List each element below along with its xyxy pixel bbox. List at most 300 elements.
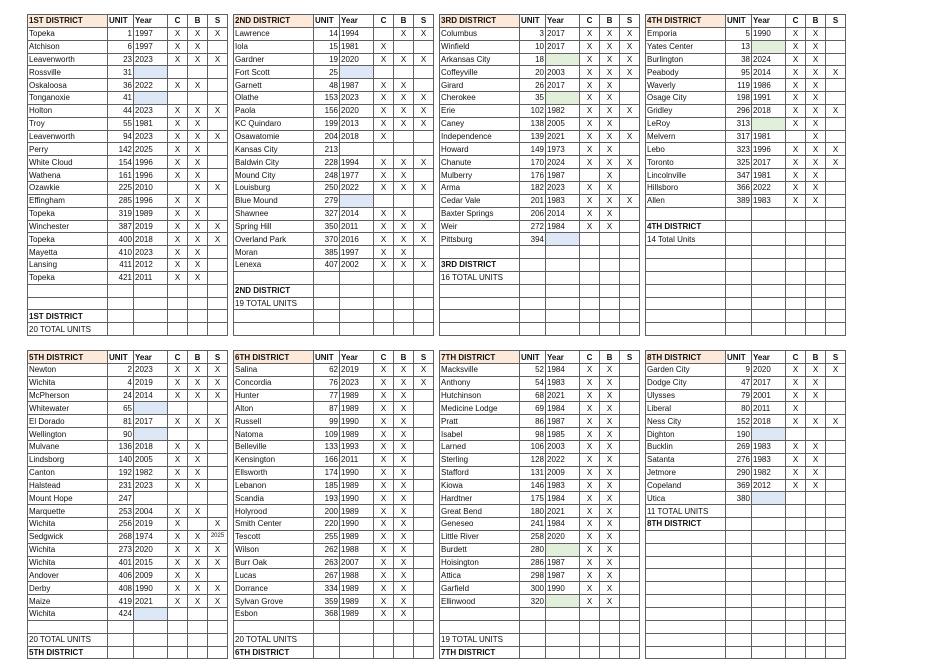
- unit-number-cell[interactable]: 76: [314, 376, 340, 389]
- year-cell[interactable]: 1987: [546, 169, 580, 182]
- s-check-cell[interactable]: [826, 233, 846, 246]
- c-check-cell[interactable]: [786, 284, 806, 297]
- year-cell[interactable]: 2018: [340, 130, 374, 143]
- b-check-cell[interactable]: X: [600, 220, 620, 233]
- s-check-cell[interactable]: [826, 389, 846, 402]
- unit-number-cell[interactable]: [726, 297, 752, 310]
- unit-number-cell[interactable]: 268: [108, 530, 134, 543]
- s-check-cell[interactable]: [414, 556, 434, 569]
- unit-name-cell[interactable]: Caney: [440, 117, 520, 130]
- b-check-cell[interactable]: [806, 402, 826, 415]
- s-check-cell[interactable]: [620, 428, 640, 441]
- s-check-cell[interactable]: [414, 284, 434, 297]
- unit-name-cell[interactable]: [646, 543, 726, 556]
- year-cell[interactable]: 2014: [340, 207, 374, 220]
- s-check-cell[interactable]: [620, 323, 640, 336]
- unit-number-cell[interactable]: 182: [520, 181, 546, 194]
- b-check-cell[interactable]: X: [188, 130, 208, 143]
- unit-name-cell[interactable]: [440, 620, 520, 633]
- unit-name-cell[interactable]: [646, 323, 726, 336]
- b-check-cell[interactable]: [806, 297, 826, 310]
- s-check-cell[interactable]: [620, 297, 640, 310]
- s-check-cell[interactable]: [620, 646, 640, 659]
- year-cell[interactable]: 2017: [752, 376, 786, 389]
- c-check-cell[interactable]: X: [168, 556, 188, 569]
- b-check-cell[interactable]: X: [600, 415, 620, 428]
- unit-number-cell[interactable]: 286: [520, 556, 546, 569]
- unit-number-cell[interactable]: 366: [726, 181, 752, 194]
- unit-number-cell[interactable]: [520, 297, 546, 310]
- unit-name-cell[interactable]: [440, 310, 520, 323]
- c-check-cell[interactable]: [580, 284, 600, 297]
- c-check-cell[interactable]: X: [786, 441, 806, 454]
- c-check-cell[interactable]: X: [168, 505, 188, 518]
- s-check-cell[interactable]: X: [208, 130, 228, 143]
- s-check-cell[interactable]: [826, 323, 846, 336]
- s-check-cell[interactable]: [826, 428, 846, 441]
- c-check-cell[interactable]: X: [374, 530, 394, 543]
- s-check-cell[interactable]: [208, 505, 228, 518]
- unit-number-cell[interactable]: 421: [108, 271, 134, 284]
- year-cell[interactable]: 2011: [752, 402, 786, 415]
- c-check-cell[interactable]: X: [168, 415, 188, 428]
- s-check-cell[interactable]: [208, 259, 228, 272]
- year-cell[interactable]: 1983: [546, 194, 580, 207]
- c-check-cell[interactable]: X: [168, 530, 188, 543]
- unit-number-cell[interactable]: 65: [108, 402, 134, 415]
- unit-name-cell[interactable]: Topeka: [28, 271, 108, 284]
- column-header[interactable]: B: [394, 15, 414, 28]
- unit-name-cell[interactable]: Louisburg: [234, 181, 314, 194]
- unit-number-cell[interactable]: 153: [314, 92, 340, 105]
- b-check-cell[interactable]: [600, 620, 620, 633]
- s-check-cell[interactable]: [826, 556, 846, 569]
- year-cell[interactable]: [752, 607, 786, 620]
- b-check-cell[interactable]: [806, 233, 826, 246]
- b-check-cell[interactable]: X: [806, 92, 826, 105]
- unit-number-cell[interactable]: [520, 607, 546, 620]
- c-check-cell[interactable]: X: [580, 156, 600, 169]
- s-check-cell[interactable]: [620, 479, 640, 492]
- year-cell[interactable]: [752, 582, 786, 595]
- c-check-cell[interactable]: X: [374, 53, 394, 66]
- s-check-cell[interactable]: X: [414, 233, 434, 246]
- b-check-cell[interactable]: [600, 310, 620, 323]
- year-cell[interactable]: [752, 220, 786, 233]
- unit-number-cell[interactable]: 198: [726, 92, 752, 105]
- column-header[interactable]: UNIT: [108, 351, 134, 364]
- unit-number-cell[interactable]: [108, 310, 134, 323]
- unit-name-cell[interactable]: [646, 284, 726, 297]
- b-check-cell[interactable]: X: [806, 130, 826, 143]
- unit-name-cell[interactable]: Macksville: [440, 363, 520, 376]
- year-cell[interactable]: 2024: [752, 53, 786, 66]
- b-check-cell[interactable]: X: [394, 479, 414, 492]
- b-check-cell[interactable]: X: [394, 556, 414, 569]
- unit-name-cell[interactable]: Liberal: [646, 402, 726, 415]
- year-cell[interactable]: [134, 323, 168, 336]
- c-check-cell[interactable]: X: [168, 363, 188, 376]
- unit-name-cell[interactable]: [646, 620, 726, 633]
- b-check-cell[interactable]: [600, 259, 620, 272]
- year-cell[interactable]: 1985: [546, 428, 580, 441]
- b-check-cell[interactable]: X: [806, 415, 826, 428]
- unit-name-cell[interactable]: Arma: [440, 181, 520, 194]
- c-check-cell[interactable]: [580, 246, 600, 259]
- c-check-cell[interactable]: [168, 92, 188, 105]
- year-cell[interactable]: [340, 646, 374, 659]
- year-cell[interactable]: 1989: [340, 479, 374, 492]
- unit-number-cell[interactable]: 10: [520, 40, 546, 53]
- unit-number-cell[interactable]: [314, 620, 340, 633]
- c-check-cell[interactable]: X: [580, 79, 600, 92]
- district-header[interactable]: 8TH DISTRICT: [646, 351, 726, 364]
- s-check-cell[interactable]: [620, 310, 640, 323]
- year-cell[interactable]: 1987: [546, 556, 580, 569]
- b-check-cell[interactable]: [806, 633, 826, 646]
- s-check-cell[interactable]: [414, 543, 434, 556]
- c-check-cell[interactable]: X: [786, 117, 806, 130]
- unit-number-cell[interactable]: 95: [726, 66, 752, 79]
- column-header[interactable]: B: [188, 351, 208, 364]
- unit-number-cell[interactable]: 138: [520, 117, 546, 130]
- year-cell[interactable]: 2011: [134, 271, 168, 284]
- unit-number-cell[interactable]: 185: [314, 479, 340, 492]
- unit-number-cell[interactable]: [520, 259, 546, 272]
- year-cell[interactable]: [546, 646, 580, 659]
- b-check-cell[interactable]: X: [600, 194, 620, 207]
- unit-name-cell[interactable]: Little River: [440, 530, 520, 543]
- unit-name-cell[interactable]: Winchester: [28, 220, 108, 233]
- s-check-cell[interactable]: [414, 297, 434, 310]
- unit-number-cell[interactable]: 136: [108, 441, 134, 454]
- year-cell[interactable]: 2023: [134, 130, 168, 143]
- s-check-cell[interactable]: X: [414, 181, 434, 194]
- year-cell[interactable]: [752, 646, 786, 659]
- c-check-cell[interactable]: X: [580, 27, 600, 40]
- unit-name-cell[interactable]: [646, 271, 726, 284]
- district-header[interactable]: 2ND DISTRICT: [234, 15, 314, 28]
- year-cell[interactable]: 2019: [340, 363, 374, 376]
- c-check-cell[interactable]: X: [168, 194, 188, 207]
- c-check-cell[interactable]: X: [168, 40, 188, 53]
- year-cell[interactable]: [752, 518, 786, 531]
- b-check-cell[interactable]: X: [600, 181, 620, 194]
- unit-name-cell[interactable]: Coffeyville: [440, 66, 520, 79]
- b-check-cell[interactable]: X: [188, 207, 208, 220]
- column-header[interactable]: C: [374, 15, 394, 28]
- b-check-cell[interactable]: X: [806, 466, 826, 479]
- s-check-cell[interactable]: X: [208, 415, 228, 428]
- c-check-cell[interactable]: [374, 66, 394, 79]
- unit-number-cell[interactable]: 62: [314, 363, 340, 376]
- s-check-cell[interactable]: X: [620, 194, 640, 207]
- unit-number-cell[interactable]: 99: [314, 415, 340, 428]
- s-check-cell[interactable]: [208, 79, 228, 92]
- c-check-cell[interactable]: X: [580, 194, 600, 207]
- c-check-cell[interactable]: [374, 27, 394, 40]
- unit-number-cell[interactable]: 200: [314, 505, 340, 518]
- unit-name-cell[interactable]: Peabody: [646, 66, 726, 79]
- unit-name-cell[interactable]: Copeland: [646, 479, 726, 492]
- year-cell[interactable]: 2023: [134, 246, 168, 259]
- b-check-cell[interactable]: [806, 556, 826, 569]
- unit-name-cell[interactable]: Arkansas City: [440, 53, 520, 66]
- unit-name-cell[interactable]: Geneseo: [440, 518, 520, 531]
- column-header[interactable]: UNIT: [726, 351, 752, 364]
- b-check-cell[interactable]: [806, 220, 826, 233]
- year-cell[interactable]: 1993: [340, 441, 374, 454]
- year-cell[interactable]: [546, 633, 580, 646]
- c-check-cell[interactable]: [580, 310, 600, 323]
- b-check-cell[interactable]: X: [600, 169, 620, 182]
- year-cell[interactable]: [546, 92, 580, 105]
- unit-number-cell[interactable]: [520, 246, 546, 259]
- district-header[interactable]: 1ST DISTRICT: [28, 15, 108, 28]
- unit-number-cell[interactable]: [108, 323, 134, 336]
- year-cell[interactable]: 1989: [340, 505, 374, 518]
- year-cell[interactable]: [340, 297, 374, 310]
- unit-number-cell[interactable]: 201: [520, 194, 546, 207]
- b-check-cell[interactable]: X: [806, 27, 826, 40]
- c-check-cell[interactable]: X: [580, 518, 600, 531]
- unit-name-cell[interactable]: Chanute: [440, 156, 520, 169]
- s-check-cell[interactable]: [826, 441, 846, 454]
- b-check-cell[interactable]: X: [600, 92, 620, 105]
- unit-name-cell[interactable]: Tonganoxie: [28, 92, 108, 105]
- unit-name-cell[interactable]: 11 TOTAL UNITS: [646, 505, 726, 518]
- unit-number-cell[interactable]: [108, 297, 134, 310]
- year-cell[interactable]: [546, 246, 580, 259]
- unit-name-cell[interactable]: Pratt: [440, 415, 520, 428]
- unit-number-cell[interactable]: 334: [314, 582, 340, 595]
- unit-number-cell[interactable]: 170: [520, 156, 546, 169]
- b-check-cell[interactable]: X: [188, 415, 208, 428]
- c-check-cell[interactable]: [168, 620, 188, 633]
- unit-name-cell[interactable]: Garfield: [440, 582, 520, 595]
- unit-name-cell[interactable]: Blue Mound: [234, 194, 314, 207]
- c-check-cell[interactable]: [786, 518, 806, 531]
- unit-name-cell[interactable]: Esbon: [234, 607, 314, 620]
- c-check-cell[interactable]: X: [786, 181, 806, 194]
- year-cell[interactable]: 1994: [340, 156, 374, 169]
- unit-number-cell[interactable]: 79: [726, 389, 752, 402]
- c-check-cell[interactable]: X: [786, 92, 806, 105]
- unit-name-cell[interactable]: Ellinwood: [440, 595, 520, 608]
- b-check-cell[interactable]: [188, 402, 208, 415]
- s-check-cell[interactable]: [826, 492, 846, 505]
- s-check-cell[interactable]: [826, 376, 846, 389]
- unit-number-cell[interactable]: [726, 246, 752, 259]
- unit-number-cell[interactable]: 48: [314, 79, 340, 92]
- unit-name-cell[interactable]: Waverly: [646, 79, 726, 92]
- unit-number-cell[interactable]: 119: [726, 79, 752, 92]
- unit-number-cell[interactable]: 3: [520, 27, 546, 40]
- year-cell[interactable]: 2025: [134, 143, 168, 156]
- s-check-cell[interactable]: X: [414, 53, 434, 66]
- unit-name-cell[interactable]: Wichita: [28, 556, 108, 569]
- year-cell[interactable]: 1984: [546, 363, 580, 376]
- unit-name-cell[interactable]: Kansas City: [234, 143, 314, 156]
- unit-name-cell[interactable]: [646, 530, 726, 543]
- year-cell[interactable]: 1990: [752, 27, 786, 40]
- s-check-cell[interactable]: X: [414, 259, 434, 272]
- unit-number-cell[interactable]: [520, 633, 546, 646]
- unit-name-cell[interactable]: [646, 607, 726, 620]
- unit-name-cell[interactable]: 1ST DISTRICT: [28, 310, 108, 323]
- s-check-cell[interactable]: X: [208, 181, 228, 194]
- s-check-cell[interactable]: [414, 323, 434, 336]
- c-check-cell[interactable]: X: [580, 479, 600, 492]
- s-check-cell[interactable]: [414, 646, 434, 659]
- year-cell[interactable]: 2024: [546, 156, 580, 169]
- s-check-cell[interactable]: [414, 169, 434, 182]
- s-check-cell[interactable]: [414, 428, 434, 441]
- unit-name-cell[interactable]: Salina: [234, 363, 314, 376]
- unit-number-cell[interactable]: 394: [520, 233, 546, 246]
- unit-number-cell[interactable]: [108, 620, 134, 633]
- s-check-cell[interactable]: [826, 607, 846, 620]
- c-check-cell[interactable]: X: [374, 607, 394, 620]
- b-check-cell[interactable]: X: [394, 363, 414, 376]
- c-check-cell[interactable]: [580, 323, 600, 336]
- unit-number-cell[interactable]: 139: [520, 130, 546, 143]
- c-check-cell[interactable]: X: [374, 181, 394, 194]
- c-check-cell[interactable]: [374, 194, 394, 207]
- c-check-cell[interactable]: [786, 233, 806, 246]
- b-check-cell[interactable]: [806, 246, 826, 259]
- b-check-cell[interactable]: [188, 607, 208, 620]
- s-check-cell[interactable]: [826, 310, 846, 323]
- c-check-cell[interactable]: [786, 505, 806, 518]
- s-check-cell[interactable]: X: [414, 117, 434, 130]
- unit-name-cell[interactable]: 19 TOTAL UNITS: [440, 633, 520, 646]
- s-check-cell[interactable]: [208, 492, 228, 505]
- unit-number-cell[interactable]: 192: [108, 466, 134, 479]
- c-check-cell[interactable]: X: [168, 104, 188, 117]
- b-check-cell[interactable]: X: [188, 505, 208, 518]
- b-check-cell[interactable]: X: [188, 569, 208, 582]
- c-check-cell[interactable]: X: [580, 207, 600, 220]
- s-check-cell[interactable]: [414, 271, 434, 284]
- year-cell[interactable]: 2018: [134, 233, 168, 246]
- unit-number-cell[interactable]: 267: [314, 569, 340, 582]
- c-check-cell[interactable]: [786, 543, 806, 556]
- unit-number-cell[interactable]: 146: [520, 479, 546, 492]
- unit-number-cell[interactable]: 13: [726, 40, 752, 53]
- year-cell[interactable]: 1984: [546, 518, 580, 531]
- year-cell[interactable]: 1987: [340, 79, 374, 92]
- b-check-cell[interactable]: X: [394, 543, 414, 556]
- unit-name-cell[interactable]: Holton: [28, 104, 108, 117]
- b-check-cell[interactable]: X: [188, 40, 208, 53]
- column-header[interactable]: UNIT: [314, 351, 340, 364]
- unit-number-cell[interactable]: 69: [520, 402, 546, 415]
- year-cell[interactable]: [752, 595, 786, 608]
- year-cell[interactable]: [134, 492, 168, 505]
- unit-number-cell[interactable]: [726, 259, 752, 272]
- unit-number-cell[interactable]: 359: [314, 595, 340, 608]
- b-check-cell[interactable]: X: [394, 53, 414, 66]
- unit-number-cell[interactable]: [520, 310, 546, 323]
- unit-name-cell[interactable]: Leavenworth: [28, 53, 108, 66]
- b-check-cell[interactable]: X: [394, 428, 414, 441]
- c-check-cell[interactable]: X: [168, 543, 188, 556]
- s-check-cell[interactable]: [826, 543, 846, 556]
- c-check-cell[interactable]: [786, 297, 806, 310]
- column-header[interactable]: C: [374, 351, 394, 364]
- year-cell[interactable]: 1989: [340, 428, 374, 441]
- unit-name-cell[interactable]: Independence: [440, 130, 520, 143]
- s-check-cell[interactable]: X: [208, 376, 228, 389]
- s-check-cell[interactable]: [414, 66, 434, 79]
- unit-number-cell[interactable]: 133: [314, 441, 340, 454]
- unit-name-cell[interactable]: Burdett: [440, 543, 520, 556]
- unit-name-cell[interactable]: Rossville: [28, 66, 108, 79]
- unit-name-cell[interactable]: 5TH DISTRICT: [28, 646, 108, 659]
- unit-name-cell[interactable]: Effingham: [28, 194, 108, 207]
- b-check-cell[interactable]: X: [600, 27, 620, 40]
- column-header[interactable]: UNIT: [520, 351, 546, 364]
- s-check-cell[interactable]: [826, 207, 846, 220]
- c-check-cell[interactable]: [168, 323, 188, 336]
- unit-number-cell[interactable]: 6: [108, 40, 134, 53]
- s-check-cell[interactable]: [414, 310, 434, 323]
- s-check-cell[interactable]: [620, 79, 640, 92]
- c-check-cell[interactable]: [374, 633, 394, 646]
- s-check-cell[interactable]: X: [208, 543, 228, 556]
- b-check-cell[interactable]: X: [394, 453, 414, 466]
- c-check-cell[interactable]: X: [580, 66, 600, 79]
- s-check-cell[interactable]: [414, 595, 434, 608]
- year-cell[interactable]: 2011: [340, 453, 374, 466]
- unit-number-cell[interactable]: 24: [108, 389, 134, 402]
- year-cell[interactable]: [546, 271, 580, 284]
- year-cell[interactable]: 1984: [546, 220, 580, 233]
- year-cell[interactable]: [134, 284, 168, 297]
- unit-number-cell[interactable]: [726, 207, 752, 220]
- year-cell[interactable]: [134, 646, 168, 659]
- b-check-cell[interactable]: X: [394, 466, 414, 479]
- unit-name-cell[interactable]: Bucklin: [646, 441, 726, 454]
- unit-number-cell[interactable]: 320: [520, 595, 546, 608]
- year-cell[interactable]: 2020: [546, 530, 580, 543]
- unit-number-cell[interactable]: 280: [520, 543, 546, 556]
- year-cell[interactable]: [752, 569, 786, 582]
- s-check-cell[interactable]: [414, 246, 434, 259]
- c-check-cell[interactable]: [580, 169, 600, 182]
- unit-name-cell[interactable]: [646, 246, 726, 259]
- unit-name-cell[interactable]: Stafford: [440, 466, 520, 479]
- unit-number-cell[interactable]: 109: [314, 428, 340, 441]
- c-check-cell[interactable]: X: [168, 53, 188, 66]
- b-check-cell[interactable]: X: [188, 246, 208, 259]
- year-cell[interactable]: 2017: [752, 156, 786, 169]
- c-check-cell[interactable]: X: [168, 220, 188, 233]
- b-check-cell[interactable]: X: [806, 389, 826, 402]
- unit-name-cell[interactable]: Anthony: [440, 376, 520, 389]
- column-header[interactable]: B: [394, 351, 414, 364]
- year-cell[interactable]: 1981: [752, 130, 786, 143]
- unit-number-cell[interactable]: 26: [520, 79, 546, 92]
- year-cell[interactable]: [752, 323, 786, 336]
- year-cell[interactable]: 1982: [546, 104, 580, 117]
- unit-name-cell[interactable]: Lansing: [28, 259, 108, 272]
- s-check-cell[interactable]: X: [620, 66, 640, 79]
- year-cell[interactable]: [546, 310, 580, 323]
- unit-number-cell[interactable]: 140: [108, 453, 134, 466]
- year-cell[interactable]: [134, 297, 168, 310]
